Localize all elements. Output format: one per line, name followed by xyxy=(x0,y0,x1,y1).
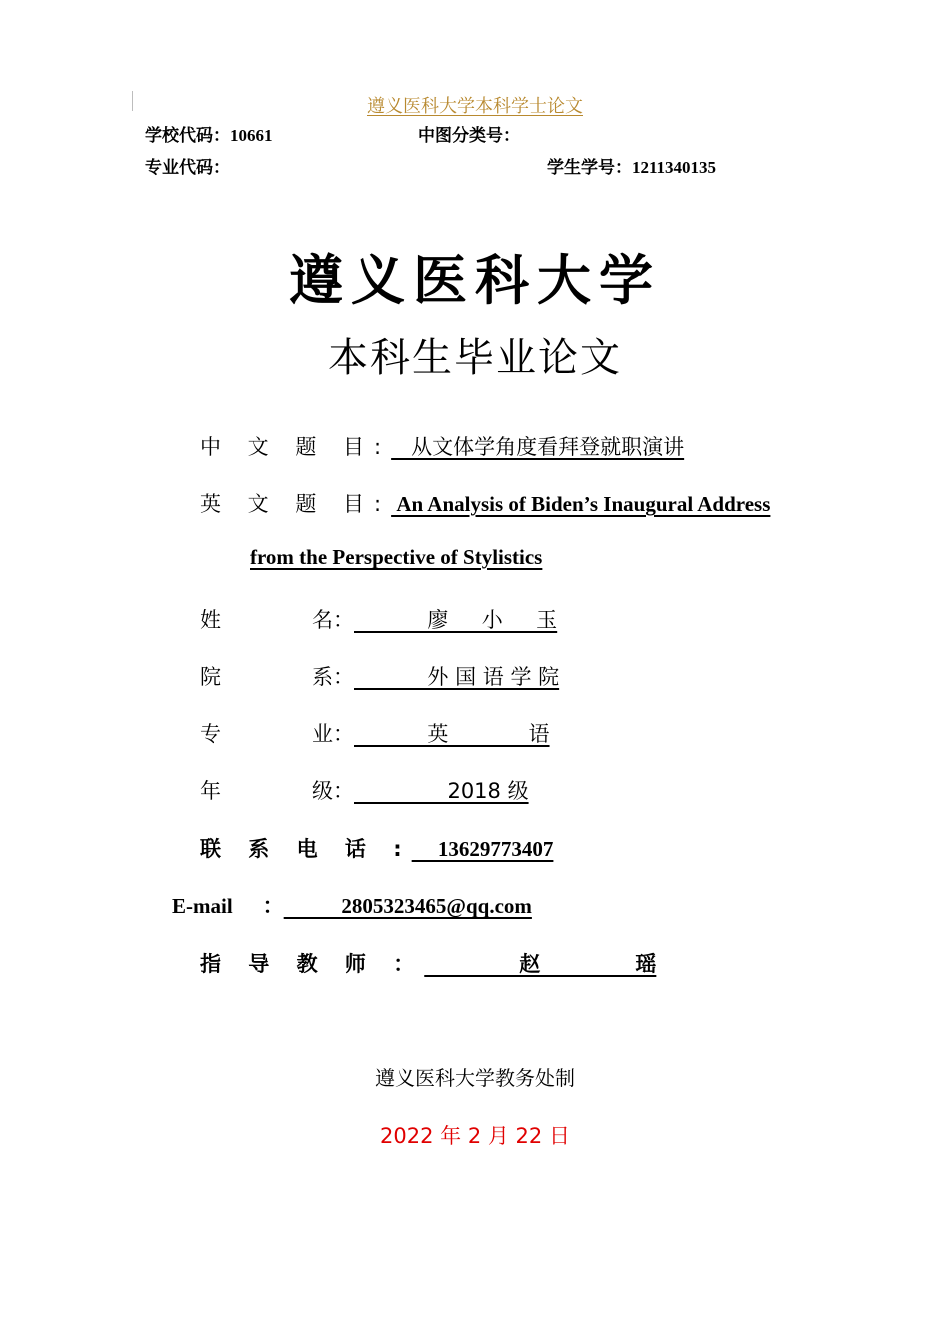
grade-label-1: 年 xyxy=(200,779,221,803)
cn-title-value: 从文体学角度看拜登就职演讲 xyxy=(391,435,685,459)
phone-row xyxy=(200,833,553,863)
name-label-2: 名： xyxy=(312,608,354,632)
major-code-label: 专业代码： xyxy=(145,158,230,178)
school-code xyxy=(145,121,273,146)
major-value: 英 语 xyxy=(354,722,550,746)
major-row xyxy=(312,718,550,748)
grade-row xyxy=(312,775,529,805)
en-title-row xyxy=(200,488,770,518)
en-title-line2: from the Perspective of Stylistics xyxy=(250,545,543,569)
email-colon: ： xyxy=(262,894,284,918)
advisor-label: 指 导 教 师 ： xyxy=(200,952,425,976)
cn-title-row xyxy=(200,431,684,461)
dept-label-2: 系： xyxy=(312,665,354,689)
student-id-value: 1211340135 xyxy=(632,158,717,177)
cn-title-label: 中 文 题 目: xyxy=(200,435,392,459)
name-value: 廖 小 玉 xyxy=(354,608,558,632)
en-title-label: 英 文 题 目: xyxy=(200,492,392,516)
en-title-line1: An Analysis of Biden’s Inaugural Address xyxy=(391,492,771,516)
school-code-value: 10661 xyxy=(230,126,273,145)
header-title[interactable]: 遵义医科大学本科学士论文 xyxy=(367,96,583,117)
email-value: 2805323465@qq.com xyxy=(283,894,532,918)
major-label-2: 业： xyxy=(312,722,354,746)
classification-label: 中图分类号： xyxy=(418,126,520,146)
dept-value: 外 国 语 学 院 xyxy=(354,665,560,689)
dept-row xyxy=(312,661,559,691)
footer-organization: 遵义医科大学教务处制 xyxy=(375,1066,575,1090)
advisor-row xyxy=(200,948,656,978)
footer-date: 2022 年 2 月 22 日 xyxy=(380,1124,570,1148)
grade-value: 2018 级 xyxy=(354,779,529,803)
name-row xyxy=(312,604,557,634)
name-label-1: 姓 xyxy=(200,608,221,632)
grade-label-2: 级： xyxy=(312,779,354,803)
phone-value: 13629773407 xyxy=(411,837,554,861)
en-title-line2-row xyxy=(250,545,542,570)
university-name: 遵义医科大学 xyxy=(289,248,661,312)
major-label-1: 专 xyxy=(200,722,221,746)
dept-label-1: 院 xyxy=(200,665,221,689)
student-id xyxy=(547,153,716,178)
school-code-label: 学校代码： xyxy=(145,126,230,146)
email-label: E-mail xyxy=(172,894,233,918)
advisor-value: 赵 瑶 xyxy=(424,952,657,976)
student-id-label: 学生学号： xyxy=(547,158,632,178)
thesis-type: 本科生毕业论文 xyxy=(328,335,622,381)
phone-label: 联 系 电 话 : xyxy=(200,837,412,861)
email-row xyxy=(172,890,532,920)
